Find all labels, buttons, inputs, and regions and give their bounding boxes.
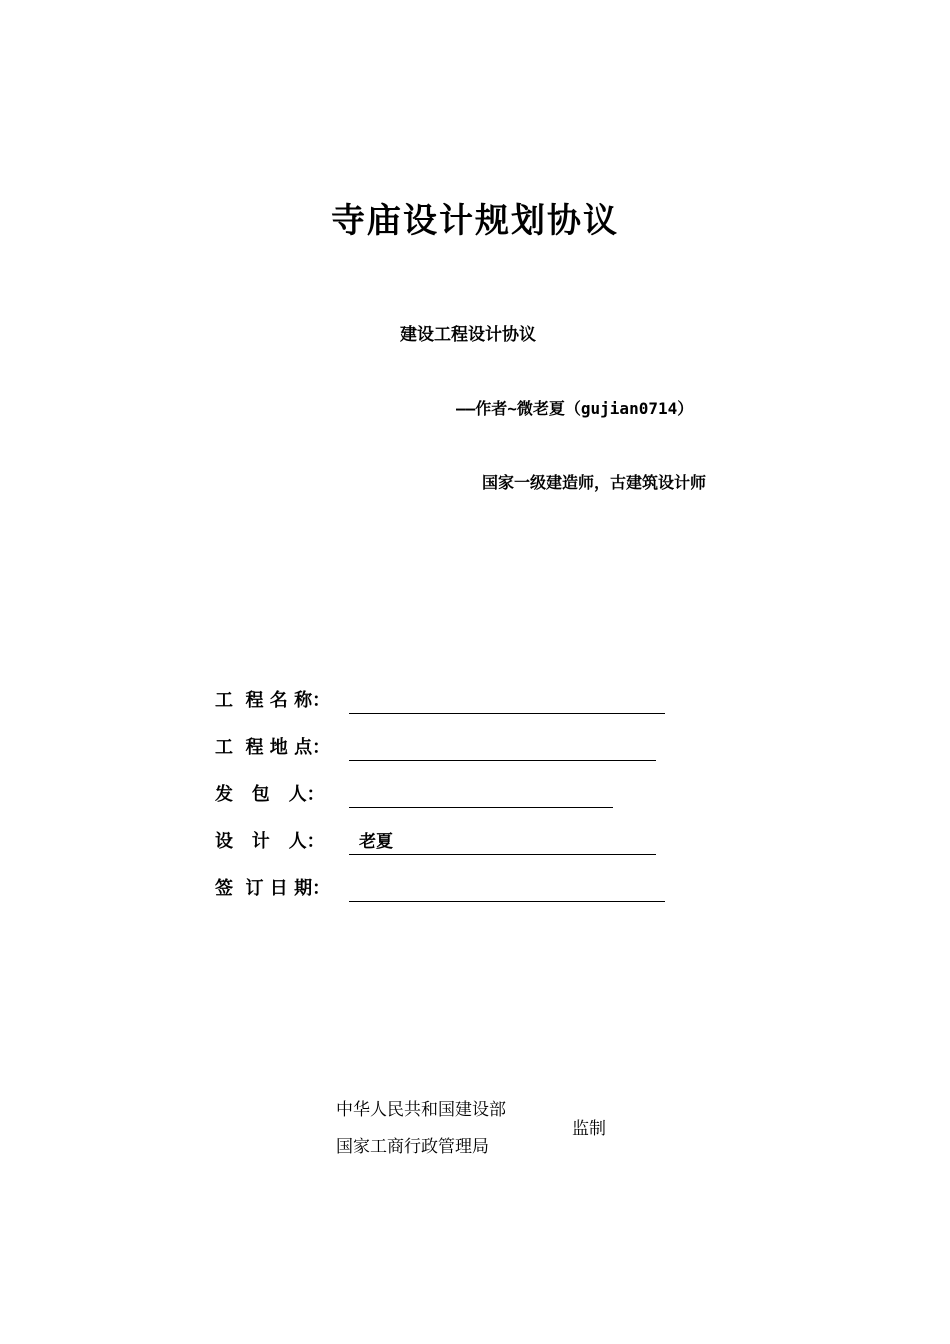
field-label: 工 程 地 点： [215, 737, 331, 758]
document-subtitle: 建设工程设计协议 [400, 325, 536, 345]
authority-industry-commerce: 国家工商行政管理局 [336, 1137, 489, 1157]
author-credential: 国家一级建造师，古建筑设计师 [482, 473, 707, 492]
field-signing-date [215, 872, 665, 902]
author-line: ——作者~微老夏（gujian0714） [456, 399, 694, 418]
field-label: 工 程 名 称： [215, 690, 331, 711]
designer-blank[interactable]: 老夏 [349, 829, 656, 855]
field-label: 发 包 人： [215, 784, 325, 805]
authority-ministry-construction: 中华人民共和国建设部 [336, 1100, 506, 1120]
project-name-blank[interactable] [349, 688, 665, 714]
project-location-blank[interactable] [349, 735, 656, 761]
field-client [215, 778, 613, 808]
field-label: 设 计 人： [215, 831, 325, 852]
document-title: 寺庙设计规划协议 [331, 201, 619, 241]
supervised-by-label: 监制 [572, 1119, 606, 1139]
field-label: 签 订 日 期： [215, 878, 331, 899]
field-designer [215, 825, 656, 855]
client-blank[interactable] [349, 782, 613, 808]
field-project-location [215, 731, 656, 761]
signing-date-blank[interactable] [349, 876, 665, 902]
field-project-name [215, 684, 665, 714]
